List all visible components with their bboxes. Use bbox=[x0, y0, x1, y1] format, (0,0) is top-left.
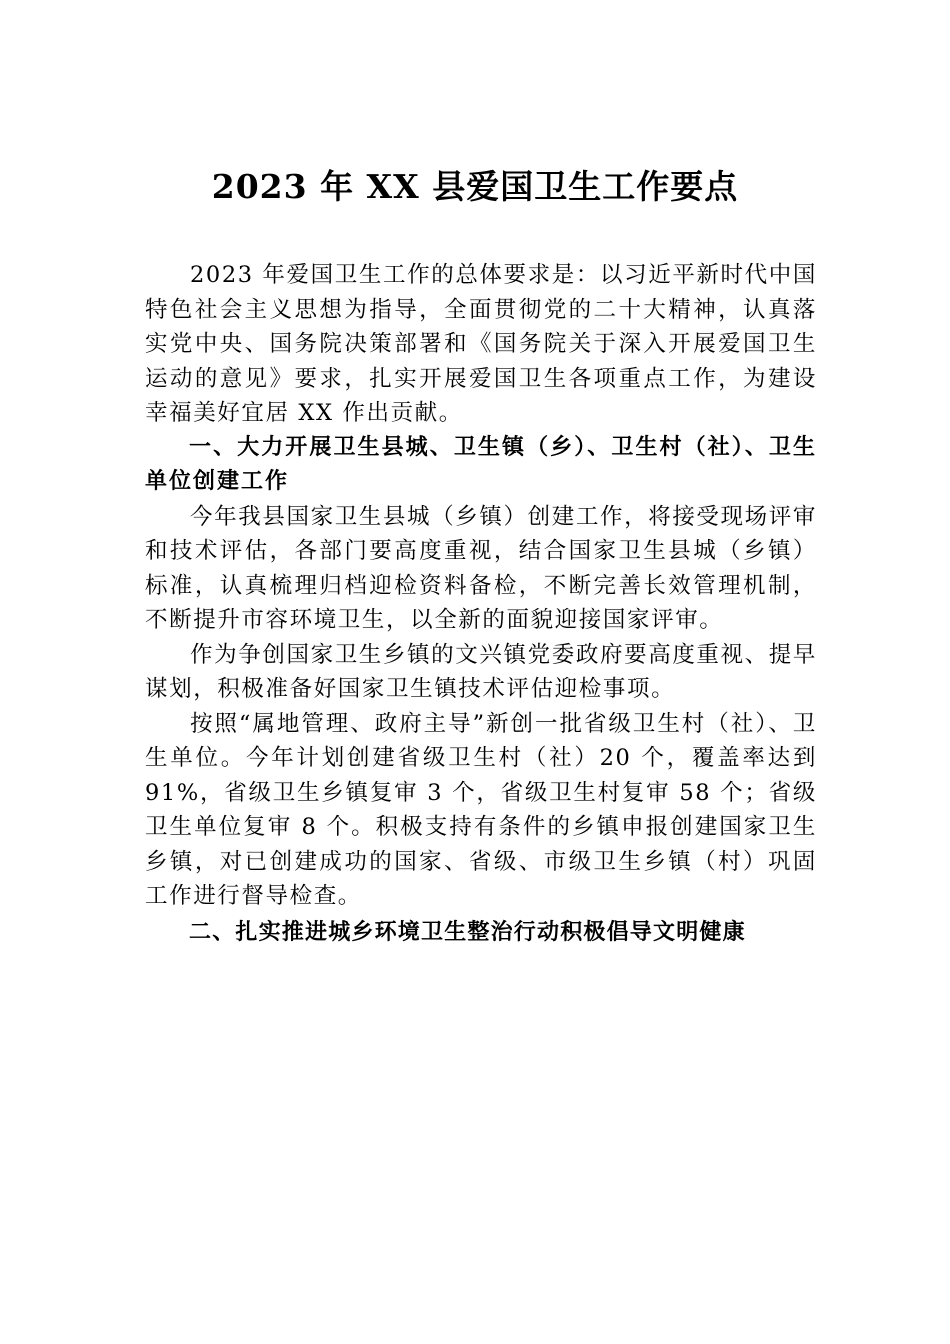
section-1-heading: 一、大力开展卫生县城、卫生镇（乡）、卫生村（社）、卫生单位创建工作 bbox=[145, 434, 817, 494]
section-2-heading: 二、扎实推进城乡环境卫生整治行动积极倡导文明健康 bbox=[189, 919, 746, 945]
section-1-paragraph-2: 作为争创国家卫生乡镇的文兴镇党委政府要高度重视、提早谋划，积极准备好国家卫生镇技术评估迎检事项。 bbox=[145, 641, 817, 702]
intro-paragraph: 2023 年爱国卫生工作的总体要求是：以习近平新时代中国特色社会主义思想为指导，全面贯彻党的二十大精神，认真落实党中央、国务院决策部署和《国务院关于深入开展爱国卫生运动的意见》要求，扎实开展爱国卫生各项重点工作，为建设幸福美好宜居 XX 作出贡献。 bbox=[145, 262, 817, 426]
section-1-paragraph-1: 今年我县国家卫生县城（乡镇）创建工作，将接受现场评审和技术评估，各部门要高度重视，结合国家卫生县城（乡镇）标准，认真梳理归档迎检资料备检，不断完善长效管理机制，不断提升市容环境卫生，以全新的面貌迎接国家评审。 bbox=[145, 503, 817, 633]
document-title: 2023 年 XX 县爱国卫生工作要点 bbox=[211, 167, 739, 206]
document-body bbox=[145, 258, 817, 950]
section-1-paragraph-3: 按照“属地管理、政府主导”新创一批省级卫生村（社）、卫生单位。今年计划创建省级卫生村（社）20 个，覆盖率达到 91%，省级卫生乡镇复审 3 个，省级卫生村复审 58 个；省级卫生单位复审 8 个。积极支持有条件的乡镇申报创建国家卫生乡镇，对已创建成功的国家、省级、市级卫生乡镇（村）巩固工作进行督导检查。 bbox=[145, 710, 817, 909]
